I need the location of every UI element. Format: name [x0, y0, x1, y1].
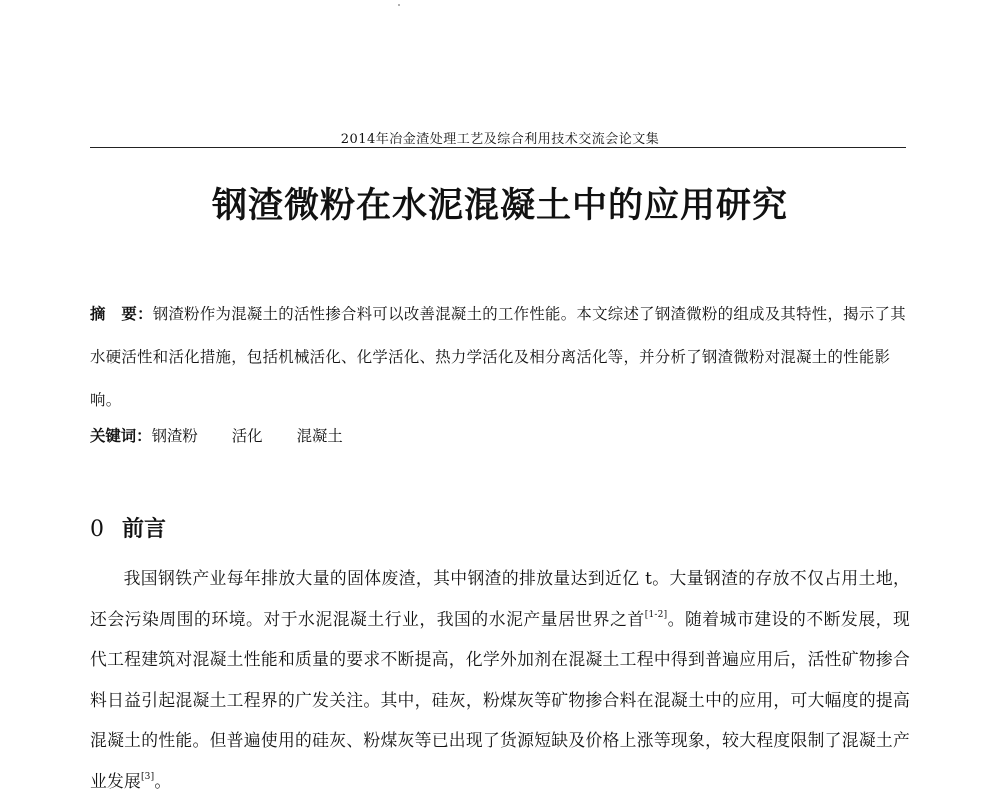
- header-rule: [90, 147, 906, 148]
- keyword-item: 钢渣粉: [151, 427, 198, 445]
- body-paragraph: [90, 558, 910, 801]
- body-text-part: 我国钢铁产业每年排放大量的固体废渣，其中钢渣的排放量达到近亿 t。大量钢渣的存放不仅占用土地，还会污染周围的环境。对于水泥混凝土行业，我国的水泥产量居世界之首: [90, 568, 910, 629]
- paper-title: 钢渣微粉在水泥混凝土中的应用研究: [211, 186, 788, 226]
- citation-ref[interactable]: [1-2]: [644, 609, 668, 620]
- citation-ref[interactable]: [3]: [140, 771, 155, 782]
- keywords: [90, 424, 910, 446]
- abstract: [90, 293, 910, 422]
- abstract-paragraph: [90, 293, 910, 422]
- section-title: 前言: [122, 517, 167, 542]
- abstract-text: 钢渣粉作为混凝土的活性掺合料可以改善混凝土的工作性能。本文综述了钢渣微粉的组成及其特性，揭示了其水硬活性和活化措施，包括机械活化、化学活化、热力学活化及相分离活化等，并分析了钢渣微粉对混凝土的性能影响。: [90, 305, 906, 409]
- keywords-label: 关键词：: [90, 427, 152, 445]
- section-heading: [90, 512, 166, 543]
- keyword-item: 混凝土: [296, 427, 343, 445]
- body-text-part: 。随着城市建设的不断发展，现代工程建筑对混凝土性能和质量的要求不断提高，化学外加剂在混凝土工程中得到普遍应用后，活性矿物掺合料日益引起混凝土工程界的广发关注。其中，硅灰，粉煤灰等矿物掺合料在混凝土中的应用，可大幅度的提高混凝土的性能。但普遍使用的硅灰、粉煤灰等已出现了货源短缺及价格上涨等现象，较大程度限制了混凝土产业发展: [90, 608, 910, 791]
- scan-speck: [398, 4, 400, 6]
- running-header: 2014年冶金渣处理工艺及综合利用技术交流会论文集: [340, 132, 660, 147]
- section-number: 0: [90, 517, 104, 542]
- keyword-item: 活化: [231, 427, 263, 445]
- body-text-part: 。: [154, 770, 172, 791]
- body-text: [90, 558, 910, 801]
- abstract-label: 摘 要：: [90, 305, 153, 323]
